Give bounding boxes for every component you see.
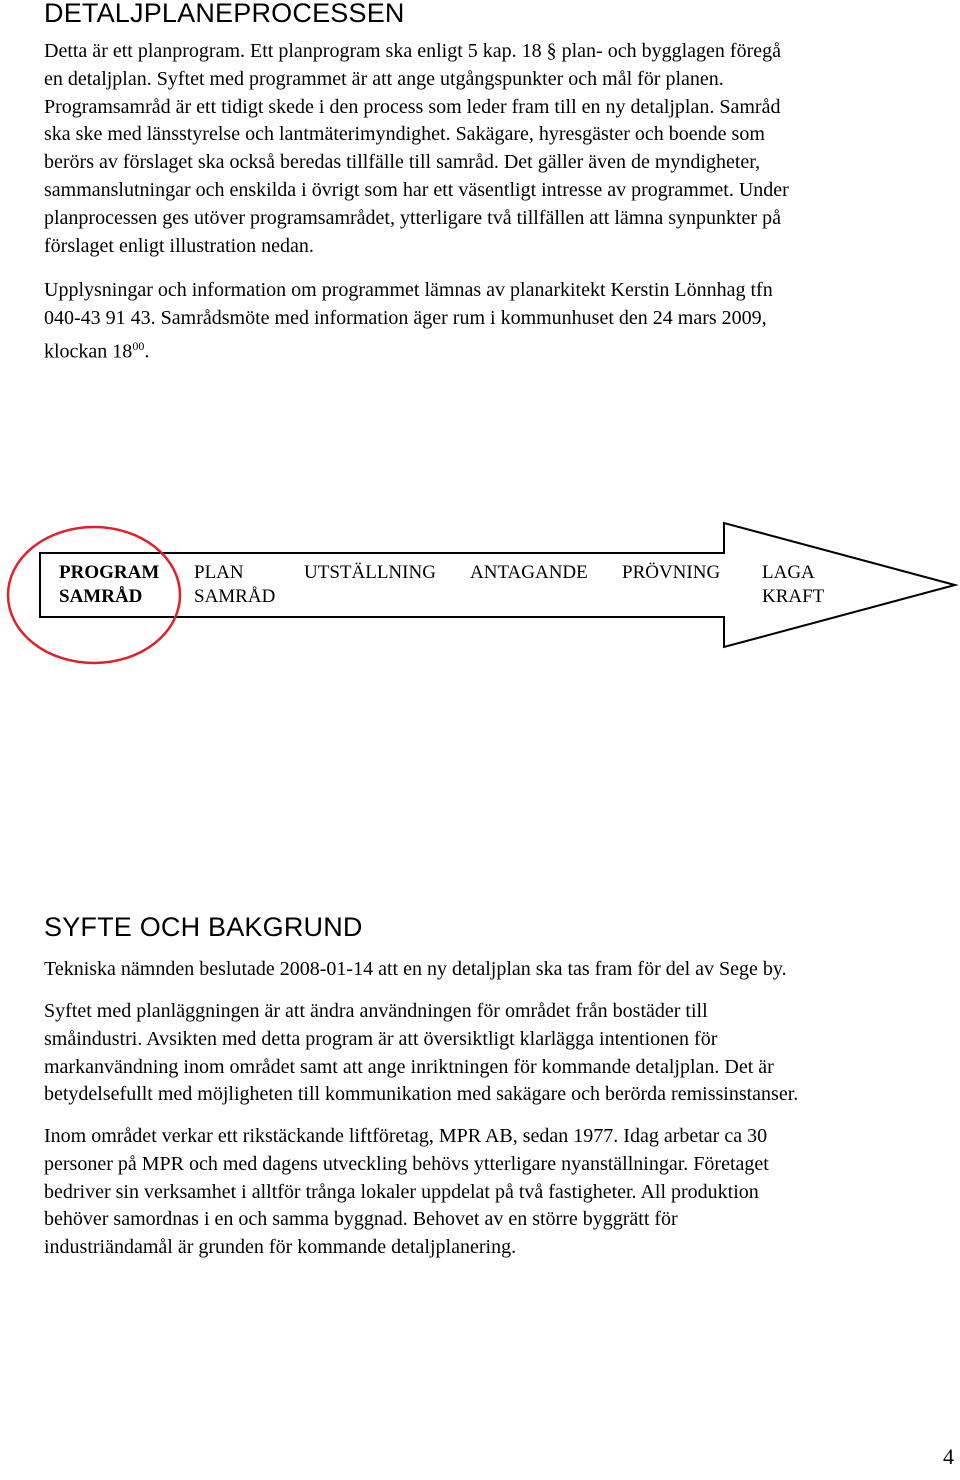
paragraph-line: Detta är ett planprogram. Ett planprogram ska enligt 5 kap. 18 § plan- och bygglagen föregå [44, 40, 781, 62]
paragraph-line: berörs av förslaget ska också beredas tillfälle till samråd. Det gäller även de myndigheter, [44, 151, 761, 174]
page-number: 4 [943, 1444, 954, 1469]
paragraph-line: personer på MPR och med dagens utveckling behövs ytterligare nyanställningar. Företaget [44, 1152, 769, 1175]
company-paragraph [44, 1123, 956, 1262]
step-program-label-line2: SAMRÅD [59, 586, 143, 607]
paragraph-line: förslaget enligt illustration nedan. [44, 234, 314, 257]
step-laga-kraft-label-line2: KRAFT [762, 586, 825, 607]
paragraph-line: en detaljplan. Syftet med programmet är att ange utgångspunkter och mål för planen. [44, 67, 724, 90]
process-arrow-shape [40, 523, 955, 647]
paragraph-line: planprocessen ges utöver programsamrådet, ytterligare två tillfällen att lämna synpunkter på [44, 206, 781, 229]
paragraph-line: markanvändning inom området samt att ange inriktningen för kommande detaljplan. Det är [44, 1055, 774, 1078]
paragraph-line: betydelsefullt med möjligheten till kommunikation med sakägare och berörda remissinstanser. [44, 1083, 799, 1106]
paragraph-line: industriändamål är grunden för kommande detaljplanering. [44, 1236, 517, 1259]
purpose-paragraph [44, 998, 956, 1109]
section-heading-process: DETALJPLANEPROCESSEN [44, 0, 405, 28]
paragraph-line: Tekniska nämnden beslutade 2008-01-14 att en ny detaljplan ska tas fram för del av Sege by. [44, 958, 787, 980]
time-text: klockan 18 [44, 340, 133, 363]
planning-process-diagram [0, 515, 960, 665]
paragraph-line: Programsamråd är ett tidigt skede i den process som leder fram till en ny detaljplan. Samråd [44, 95, 781, 118]
paragraph-line: 040-43 91 43. Samrådsmöte med information äger rum i kommunhuset den 24 mars 2009, [44, 306, 767, 329]
step-plan-label-line2: SAMRÅD [194, 586, 276, 607]
paragraph-line: bedriver sin verksamhet i alltför trånga lokaler uppdelat på två fastigheter. All produktion [44, 1180, 759, 1203]
step-program-label-line1: PROGRAM [59, 562, 160, 583]
decision-paragraph [44, 956, 956, 984]
paragraph-line: ska ske med länsstyrelse och lantmäterimyndighet. Sakägare, hyresgäster och boende som [44, 123, 765, 146]
step-utstallning-label: UTSTÄLLNING [304, 562, 436, 583]
paragraph-line: Upplysningar och information om programmet lämnas av planarkitekt Kerstin Lönnhag tfn [44, 279, 773, 301]
paragraph-line: Syftet med planläggningen är att ändra användningen för området från bostäder till [44, 1000, 708, 1022]
step-provning-label: PRÖVNING [622, 562, 721, 583]
time-superscript: 00 [132, 338, 145, 353]
paragraph-line: sammanslutningar och enskilda i övrigt som har ett väsentligt intresse av programmet. Under [44, 178, 789, 201]
paragraph-line [44, 333, 956, 366]
paragraph-line: behöver samordnas i en och samma byggnad. Behovet av en större byggrätt för [44, 1208, 678, 1231]
step-antagande-label: ANTAGANDE [470, 562, 588, 583]
step-laga-kraft-label-line1: LAGA [762, 562, 815, 583]
step-plan-label-line1: PLAN [194, 562, 244, 583]
sentence-end: . [144, 340, 150, 363]
section-heading-background: SYFTE OCH BAKGRUND [44, 912, 363, 942]
info-paragraph [44, 277, 956, 366]
intro-paragraph [44, 38, 956, 260]
paragraph-line: småindustri. Avsikten med detta program är att översiktligt klarlägga intentionen för [44, 1027, 718, 1050]
paragraph-line: Inom området verkar ett rikstäckande liftföretag, MPR AB, sedan 1977. Idag arbetar ca 30 [44, 1125, 768, 1147]
